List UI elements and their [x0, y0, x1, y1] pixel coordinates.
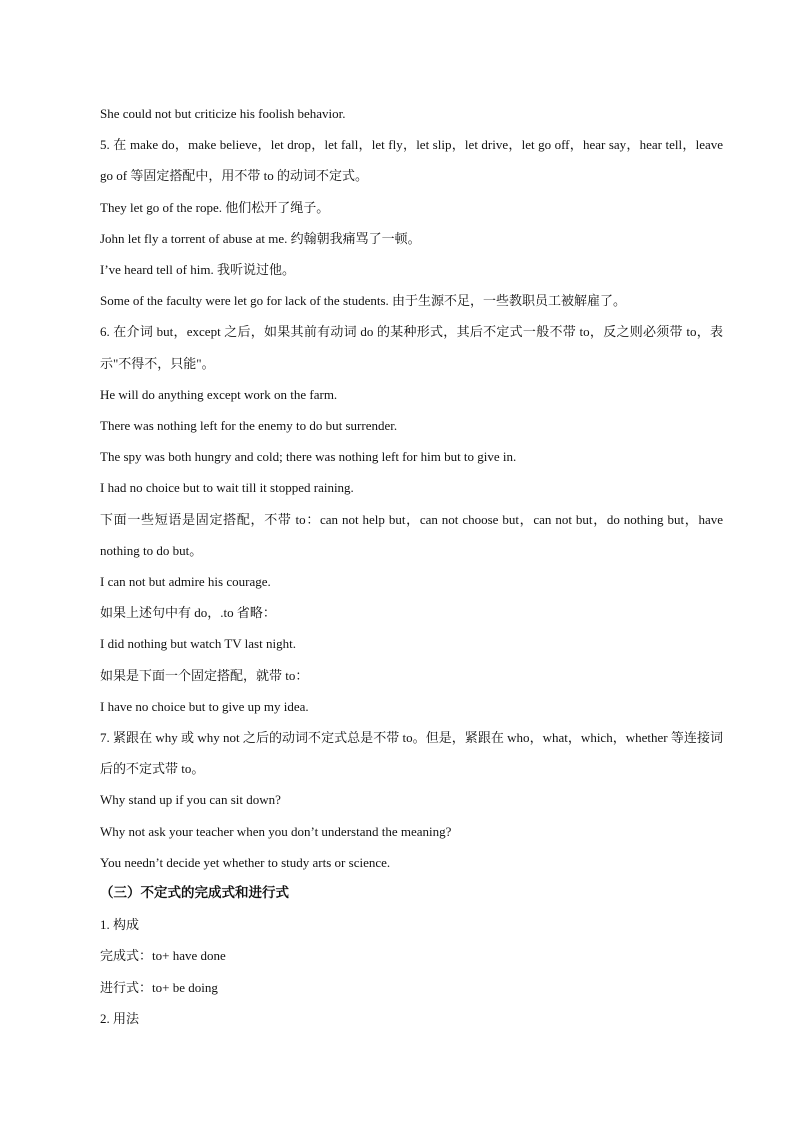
- example-sentence: Why stand up if you can sit down?: [100, 792, 281, 808]
- example-sentence: I had no choice but to wait till it stopped raining.: [100, 480, 354, 496]
- fixed-phrase-note: 下面一些短语是固定搭配，不带 to：can not help but，can not choose but，can not but，do nothing but，have nothing to do but。: [100, 511, 723, 558]
- section-heading: （三）不定式的完成式和进行式: [100, 885, 289, 902]
- example-sentence: There was nothing left for the enemy to do but surrender.: [100, 418, 398, 434]
- note-line: 如果是下面一个固定搭配，就带 to：: [100, 667, 309, 683]
- example-sentence: Some of the faculty were let go for lack of the students. 由于生源不足，一些教职员工被解雇了。: [100, 293, 627, 309]
- example-sentence: She could not but criticize his foolish behavior.: [100, 106, 346, 121]
- example-sentence: I have no choice but to give up my idea.: [100, 698, 309, 714]
- example-sentence: I did nothing but watch TV last night.: [100, 636, 296, 652]
- rule-paragraph-7: 7. 紧跟在 why 或 why not 之后的动词不定式总是不带 to。但是，紧跟在 who，what，which，whether 等连接词后的不定式带 to。: [100, 730, 723, 777]
- example-sentence: You needn’t decide yet whether to study arts or science.: [100, 854, 391, 870]
- note-line: 如果上述句中有 do，.to 省略：: [100, 605, 276, 621]
- formula-line: 完成式：to+ have done: [100, 948, 226, 964]
- example-sentence: I can not but admire his courage.: [100, 574, 271, 590]
- example-sentence: He will do anything except work on the farm.: [100, 386, 338, 402]
- example-sentence: John let fly a torrent of abuse at me. 约翰朝我痛骂了一顿。: [100, 230, 421, 246]
- rule-paragraph-5: 5. 在 make do，make believe，let drop，let fall，let fly，let slip，let drive，let go off，hear say，hear tell，leave go of 等固定搭配中，用不带 to 的动词不定式。: [100, 137, 723, 184]
- subheading-structure: 1. 构成: [100, 917, 140, 933]
- example-sentence: The spy was both hungry and cold; there was nothing left for him but to give in.: [100, 449, 517, 465]
- rule-paragraph-6: 6. 在介词 but，except 之后，如果其前有动词 do 的某种形式，其后不定式一般不带 to，反之则必须带 to，表示"不得不，只能"。: [100, 324, 723, 371]
- formula-line: 进行式：to+ be doing: [100, 979, 218, 995]
- example-sentence: They let go of the rope. 他们松开了绳子。: [100, 199, 330, 215]
- document-body: [71, 98, 723, 1034]
- example-sentence: Why not ask your teacher when you don’t understand the meaning?: [100, 823, 452, 839]
- example-sentence: I’ve heard tell of him. 我听说过他。: [100, 262, 295, 278]
- subheading-usage: 2. 用法: [100, 1010, 140, 1026]
